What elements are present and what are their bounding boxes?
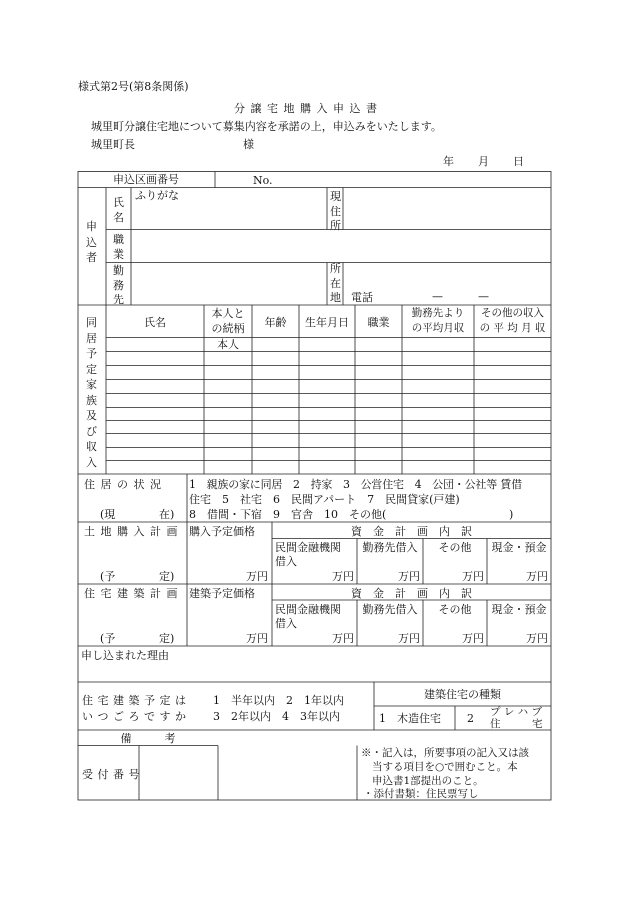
land-unit-2: 万円 bbox=[332, 570, 354, 583]
housing-sub-close: 在) bbox=[159, 508, 175, 521]
honorific: 様 bbox=[243, 138, 254, 151]
housing-options-line-2[interactable]: 住宅 5 社宅 6 民間アパート 7 民間貸家(戸建) bbox=[189, 493, 460, 506]
housing-sub-open: (現 bbox=[100, 508, 116, 521]
family-col-income-2: の平均月収 bbox=[411, 322, 465, 334]
housing-label: 住 居 の 状 況 bbox=[84, 478, 162, 491]
housing-options-line-3[interactable]: 8 借間・下宿 9 官舎 10 その他( bbox=[189, 508, 387, 521]
note-line-3: 申込書1部提出のこと。 bbox=[372, 775, 484, 787]
build-unit-2: 万円 bbox=[332, 632, 354, 645]
land-col-bank-2: 借入 bbox=[275, 555, 297, 568]
build-col-other: その他 bbox=[438, 603, 472, 616]
occupation-label: 職業 bbox=[113, 233, 124, 261]
land-plan-label: 土 地 購 入 計 画 bbox=[84, 525, 179, 538]
lot-label: 申込区画番号 bbox=[113, 173, 179, 186]
land-unit-1: 万円 bbox=[246, 570, 268, 583]
date-month-field[interactable] bbox=[451, 152, 477, 168]
phone-label: 電話 bbox=[351, 291, 373, 304]
housing-options-close: ) bbox=[509, 508, 514, 521]
schedule-label-1: 住 宅 建 築 予 定 は bbox=[82, 694, 187, 707]
build-col-bank-2: 借入 bbox=[275, 617, 297, 630]
build-col-cash: 現金・預金 bbox=[491, 603, 547, 616]
workplace-field[interactable] bbox=[132, 263, 326, 304]
reason-label: 申し込まれた理由 bbox=[81, 649, 169, 662]
land-col-bank-1: 民間金融機関 bbox=[275, 541, 341, 554]
schedule-label-2: い つ ご ろ で す か bbox=[82, 710, 187, 723]
build-fund-header: 資 金 計 画 内 訳 bbox=[351, 587, 472, 600]
house-type-header: 建築住宅の種類 bbox=[424, 688, 501, 701]
current-address-field[interactable] bbox=[344, 188, 550, 229]
build-unit-5: 万円 bbox=[526, 632, 548, 645]
family-col-relation-1: 本人と bbox=[211, 307, 245, 320]
land-col-work: 勤務先借入 bbox=[362, 541, 418, 554]
page-title: 分 譲 宅 地 購 入 申 込 書 bbox=[234, 102, 378, 115]
family-col-income-1: 勤務先より bbox=[411, 307, 465, 319]
land-unit-4: 万円 bbox=[462, 570, 484, 583]
family-col-name: 氏名 bbox=[144, 316, 166, 329]
remarks-field[interactable] bbox=[219, 731, 356, 799]
workplace-location-field[interactable] bbox=[344, 263, 550, 289]
family-col-other-1: その他の収入 bbox=[481, 307, 544, 319]
build-col-work: 勤務先借入 bbox=[362, 603, 418, 616]
addressee: 城里町長 bbox=[91, 138, 135, 151]
land-unit-3: 万円 bbox=[398, 570, 420, 583]
build-price-label: 建築予定価格 bbox=[189, 587, 255, 600]
applicant-name-field[interactable] bbox=[132, 202, 326, 228]
phone-field[interactable] bbox=[378, 289, 550, 304]
build-unit-4: 万円 bbox=[462, 632, 484, 645]
applicant-section-label: 申込者 bbox=[86, 220, 97, 264]
location-label: 所在地 bbox=[330, 262, 341, 304]
date-day-label: 日 bbox=[513, 155, 524, 168]
workplace-label: 勤務先 bbox=[113, 264, 124, 306]
build-plan-sub-close: 定) bbox=[159, 632, 175, 645]
build-unit-1: 万円 bbox=[246, 632, 268, 645]
house-type-prefab-number[interactable]: 2 bbox=[467, 712, 474, 725]
family-col-relation-2: の続柄 bbox=[211, 322, 245, 335]
family-section-label: 同居予定家族及び収入 bbox=[86, 316, 97, 469]
note-line-1: ※・記入は，所要事項の記入又は該 bbox=[361, 747, 529, 759]
house-type-prefab-1[interactable]: プ レ ハ ブ bbox=[490, 706, 543, 718]
land-fund-header: 資 金 計 画 内 訳 bbox=[351, 525, 472, 538]
reception-label: 受 付 番 号 bbox=[82, 768, 140, 781]
phone-dash-1: — bbox=[432, 290, 443, 303]
land-plan-sub-close: 定) bbox=[159, 570, 175, 583]
reception-number-field[interactable] bbox=[140, 746, 217, 799]
land-price-label: 購入予定価格 bbox=[189, 525, 255, 538]
note-line-4: ・添付書類：住民票写し bbox=[363, 788, 479, 800]
build-unit-3: 万円 bbox=[398, 632, 420, 645]
family-col-other-2: の 平 均 月 収 bbox=[479, 322, 546, 334]
land-unit-5: 万円 bbox=[526, 570, 548, 583]
land-col-other: その他 bbox=[438, 541, 472, 554]
house-type-wooden[interactable]: 1 木造住宅 bbox=[379, 712, 441, 725]
occupation-field[interactable] bbox=[132, 230, 550, 262]
family-col-birth: 生年月日 bbox=[305, 316, 349, 329]
land-plan-sub-open: (予 bbox=[100, 570, 116, 583]
lot-no-label: No. bbox=[253, 174, 273, 187]
applicant-name-label: 氏名 bbox=[113, 196, 124, 224]
family-self-label: 本人 bbox=[217, 338, 239, 351]
form-number: 様式第2号(第8条関係) bbox=[78, 80, 189, 93]
date-year-label: 年 bbox=[443, 155, 454, 168]
phone-dash-2: — bbox=[478, 290, 489, 303]
intro-text: 城里町分譲住宅地について募集内容を承諾の上，申込みをいたします。 bbox=[91, 120, 442, 133]
lot-number-field[interactable] bbox=[270, 172, 550, 187]
reason-field[interactable] bbox=[79, 663, 550, 681]
schedule-options-2[interactable]: 3 2年以内 4 3年以内 bbox=[213, 710, 340, 723]
build-plan-label: 住 宅 建 築 計 画 bbox=[84, 587, 179, 600]
current-address-label: 現住所 bbox=[330, 190, 341, 232]
housing-options-line-1[interactable]: 1 親族の家に同居 2 持家 3 公営住宅 4 公団・公社等 賃借 bbox=[189, 478, 522, 491]
family-col-occupation: 職業 bbox=[367, 316, 390, 329]
schedule-options-1[interactable]: 1 半年以内 2 1年以内 bbox=[213, 694, 344, 707]
family-col-age: 年齢 bbox=[264, 316, 287, 329]
date-day-field[interactable] bbox=[486, 152, 512, 168]
furigana-label: ふりがな bbox=[135, 189, 179, 202]
family-table-body[interactable] bbox=[107, 338, 551, 474]
note-line-2: 当する項目を○で囲むこと。本 bbox=[372, 761, 518, 773]
house-type-prefab-2[interactable]: 住 宅 bbox=[490, 718, 543, 730]
build-col-bank-1: 民間金融機関 bbox=[275, 603, 341, 616]
build-plan-sub-open: (予 bbox=[100, 632, 116, 645]
land-col-cash: 現金・預金 bbox=[491, 541, 547, 554]
remarks-label: 備 考 bbox=[120, 732, 176, 745]
date-month-label: 月 bbox=[478, 155, 489, 168]
